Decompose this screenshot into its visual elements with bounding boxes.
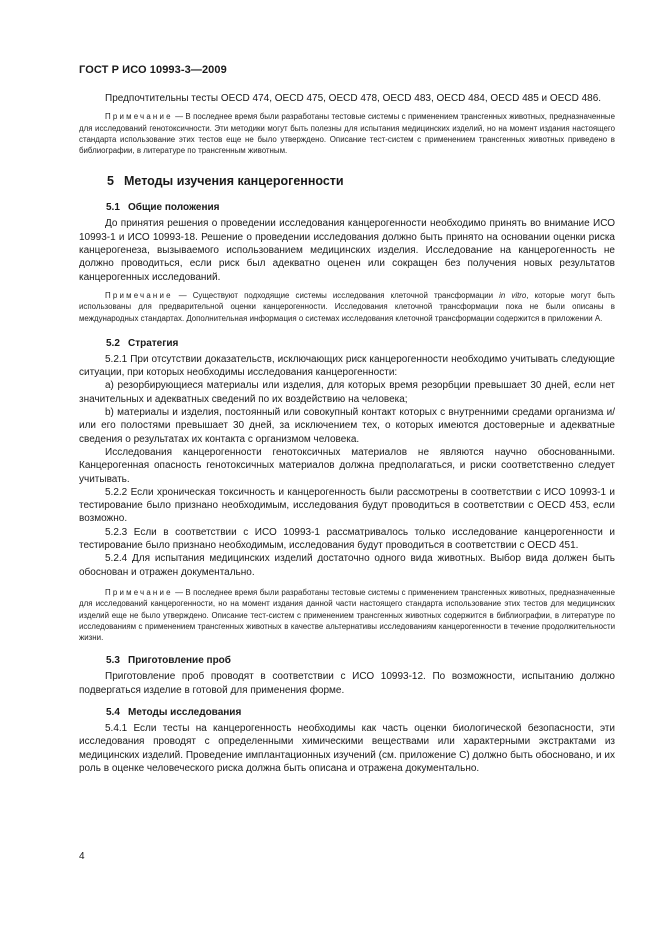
genotoxic-paragraph: Исследования канцерогенности генотоксичных материалов не являются научно обоснованными. Канцерогенная опасность генотоксичных материалов должна предполагаться, и риски соответственно следует учитывать. xyxy=(79,446,615,485)
intro-note xyxy=(79,111,615,156)
note-italic: in vitro xyxy=(499,290,527,300)
subsection-5-1-heading xyxy=(106,202,615,213)
subsection-5-4-heading xyxy=(106,707,615,718)
note-label: Примечание xyxy=(105,290,173,300)
subsection-title: Стратегия xyxy=(128,337,179,349)
subsection-number: 5.2 xyxy=(106,337,120,349)
subsection-number: 5.4 xyxy=(106,706,120,718)
note-text-after: , которые могут быть использованы для предварительной оценки канцерогенности. Исследования клеточной трансформации пока не были описаны в международных стандартах. Дополнительная информация о системах исследования клеточной трансформации содержится в приложении А. xyxy=(79,290,615,323)
page-body xyxy=(79,92,615,775)
subsection-5-1-note xyxy=(79,290,615,324)
subsection-title: Приготовление проб xyxy=(128,655,231,667)
subsection-number: 5.1 xyxy=(106,202,120,214)
clause-5-2-1: 5.2.1 При отсутствии доказательств, исключающих риск канцерогенности необходимо учитывать следующие ситуации, при которых необходимы исследования канцерогенности: xyxy=(79,353,615,379)
note-label: Примечание xyxy=(105,112,173,122)
note-text: — В последнее время были разработаны тестовые системы с применением трансгенных животных, предназначенные для исследований канцерогенности, но на момент издания данной части настоящего стандарта использование этих тестов для медицинских изделий еще не было утверждено. Описание тест-систем с применением трансгенных животных содержится в библиографии, в литературе по исследованиям с применением трансгенных животных в качестве альтернативы исследованиям канцерогенности в течение продолжительности жизни. xyxy=(79,587,615,643)
subsection-5-3-heading xyxy=(106,655,615,666)
page-number: 4 xyxy=(79,851,85,862)
subsection-5-2-note xyxy=(79,587,615,643)
clause-5-2-3: 5.2.3 Если в соответствии с ИСО 10993-1 рассматривалось только исследование канцерогенности и тестирование было признано необходимым, исследования будут проводиться в соответствии с OECD 451. xyxy=(79,526,615,552)
list-item-b: b) материалы и изделия, постоянный или совокупный контакт которых с внутренними средами организма и/или его полостями превышает 30 дней, за исключением тех, о которых имеются достоверные и адекватные сведения о результатах их контакта с организмом человека. xyxy=(79,407,615,445)
note-label: Примечание xyxy=(105,587,173,597)
clause-5-2-2: 5.2.2 Если хроническая токсичность и канцерогенность были рассмотрены в соответствии с ИСО 10993-1 и тестирование было признано необходимым, исследования будут проводиться в соответствии с OECD 453, если возможно. xyxy=(79,486,615,525)
subsection-number: 5.3 xyxy=(106,655,120,667)
section-number: 5 xyxy=(107,174,114,189)
clause-5-2-4: 5.2.4 Для испытания медицинских изделий достаточно одного вида животных. Выбор вида должен быть обоснован и отражен документально. xyxy=(79,553,615,578)
clause-5-4-1: 5.4.1 Если тесты на канцерогенность необходимы как часть оценки биологической безопасности, эти исследования проводят с определенными химическими веществами или характерными экстрактами из медицинских изделий. Проведение имплантационных изучений (см. приложение С) должно быть обосновано, и их роль в оценке человеческого риска должна быть описана и отражена документально. xyxy=(79,722,615,774)
subsection-title: Методы исследования xyxy=(128,706,242,718)
intro-paragraph: Предпочтительны тесты OECD 474, OECD 475, OECD 478, OECD 483, OECD 484, OECD 485 и OECD 486. xyxy=(105,93,602,104)
subsection-5-2-heading xyxy=(106,338,615,349)
note-text: — В последнее время были разработаны тестовые системы с применением трансгенных животных, предназначенные для исследований генотоксичности. Эти методики могут быть полезны для испытания медицинских изделий, но на момент издания настоящего стандарта использование этих тестов еще не было утверждено. Описание тест-систем с применением трансгенных животных приведено в библиографии, в литературе по трансгенным животным. xyxy=(79,112,615,156)
document-header: ГОСТ Р ИСО 10993-3—2009 xyxy=(79,64,227,76)
subsection-title: Общие положения xyxy=(128,202,220,214)
note-text-before: — Существуют подходящие системы исследования клеточной трансформации xyxy=(178,290,500,300)
subsection-5-1-paragraph: До принятия решения о проведении исследования канцерогенности необходимо принять во внимание ИСО 10993-1 и ИСО 10993-18. Решение о проведении исследования должно быть принято на основании оценки риска канцерогенеза, вызываемого использованием медицинских изделия. Исследование на канцерогенность не должно проводиться, если риск был адекватно оценен или сокращен без получения новых результатов канцерогенных исследований. xyxy=(79,218,615,283)
section-title: Методы изучения канцерогенности xyxy=(124,174,344,189)
section-5-heading xyxy=(107,174,615,188)
subsection-5-3-paragraph: Приготовление проб проводят в соответствии с ИСО 10993-12. По возможности, испытанию должно подвергаться изделие в готовой для применения форме. xyxy=(79,671,615,696)
list-item-a: а) резорбирующиеся материалы или изделия, для которых время резорбции превышает 30 дней, если нет значительных и адекватных сведений по их воздействию на человека; xyxy=(79,380,615,405)
